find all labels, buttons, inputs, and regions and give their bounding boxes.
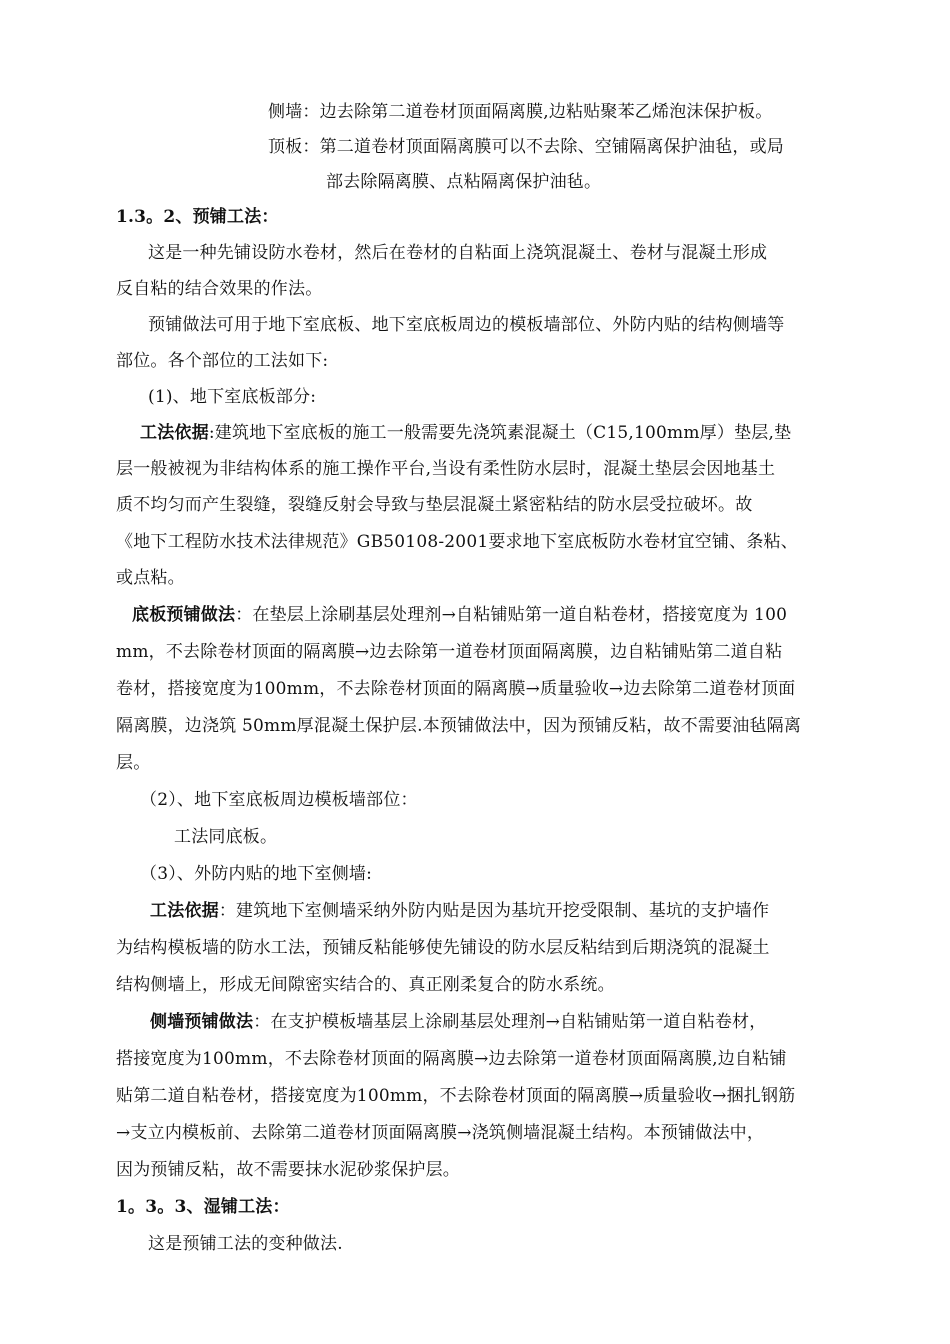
subsection-2: （2）、地下室底板周边模板墙部位： [140, 790, 418, 810]
wall-method-line-2: 搭接宽度为100mm，不去除卷材顶面的隔离膜→边去除第一道卷材顶面隔离膜,边自粘铺 [116, 1049, 787, 1069]
wall-method-label: 侧墙预铺做法 [150, 1012, 254, 1032]
wall-method-line-3: 贴第二道自粘卷材，搭接宽度为100mm，不去除卷材顶面的隔离膜→质量验收→捆扎钢筋 [116, 1086, 796, 1106]
wall-method-line-5: 因为预铺反粘，故不需要抹水泥砂浆保护层。 [116, 1160, 460, 1180]
wall-side-line [268, 101, 772, 123]
roof-label: 顶板： [268, 137, 320, 157]
floor-method-line-2: mm，不去除卷材顶面的隔离膜→边去除第一道卷材顶面隔离膜，边自粘铺贴第二道自粘 [116, 642, 783, 662]
subsection-1: (1)、地下室底板部分: [148, 387, 317, 407]
wall-method-line-1 [150, 1011, 766, 1033]
basis-3-label: 工法依据 [150, 901, 219, 921]
floor-method-text-1: ：在垫层上涂刷基层处理剂→自粘铺贴第一道自粘卷材，搭接宽度为 100 [235, 605, 788, 625]
subsection-2-text: 工法同底板。 [174, 827, 278, 847]
basis-1-line-4: 《地下工程防水技术法律规范》GB50108-2001要求地下室底板防水卷材宜空铺、条粘、 [116, 532, 798, 552]
paragraph-1-line-2: 反自粘的结合效果的作法。 [116, 279, 323, 299]
basis-3-text-1: ：建筑地下室侧墙采纳外防内贴是因为基坑开挖受限制、基坑的支护墙作 [218, 901, 770, 921]
floor-method-line-1 [132, 604, 787, 626]
wall-side-label: 侧墙： [268, 102, 320, 122]
basis-1-line-3: 质不均匀而产生裂缝，裂缝反射会导致与垫层混凝土紧密粘结的防水层受拉破坏。故 [116, 495, 753, 515]
last-paragraph: 这是预铺工法的变种做法. [148, 1234, 343, 1254]
basis-3-line-1 [150, 900, 769, 922]
roof-text-2: 部去除隔离膜、点粘隔离保护油毡。 [326, 172, 602, 192]
section-heading-1-3-2: 1.3。2、预铺工法： [116, 207, 279, 227]
floor-method-label: 底板预铺做法 [132, 605, 236, 625]
floor-method-line-5: 层。 [116, 753, 151, 773]
basis-1-text-1: :建筑地下室底板的施工一般需要先浇筑素混凝土（C15,100mm厚）垫层,垫 [208, 423, 792, 443]
roof-line [268, 136, 784, 158]
paragraph-1-line-1: 这是一种先铺设防水卷材，然后在卷材的自粘面上浇筑混凝土、卷材与混凝土形成 [148, 243, 768, 263]
roof-text-1: 第二道卷材顶面隔离膜可以不去除、空铺隔离保护油毡，或局 [319, 137, 785, 157]
basis-1-line-5: 或点粘。 [116, 568, 185, 588]
wall-method-line-4: →支立内模板前、去除第二道卷材顶面隔离膜→浇筑侧墙混凝土结构。本预铺做法中， [116, 1123, 765, 1143]
wall-side-text: 边去除第二道卷材顶面隔离膜,边粘贴聚苯乙烯泡沫保护板。 [319, 102, 773, 122]
floor-method-line-3: 卷材，搭接宽度为100mm，不去除卷材顶面的隔离膜→质量验收→边去除第二道卷材顶面 [116, 679, 796, 699]
section-heading-1-3-3: 1。3。3、湿铺工法： [116, 1197, 290, 1217]
basis-3-line-2: 为结构模板墙的防水工法，预铺反粘能够使先铺设的防水层反粘结到后期浇筑的混凝土 [116, 938, 770, 958]
subsection-3: （3）、外防内贴的地下室侧墙: [140, 864, 373, 884]
wall-method-text-1: ：在支护模板墙基层上涂刷基层处理剂→自粘铺贴第一道自粘卷材， [253, 1012, 767, 1032]
basis-1-label: 工法依据 [140, 423, 209, 443]
paragraph-2-line-2: 部位。各个部位的工法如下: [116, 351, 329, 371]
floor-method-line-4: 隔离膜，边浇筑 50mm厚混凝土保护层.本预铺做法中，因为预铺反粘，故不需要油毡隔离 [116, 716, 802, 736]
paragraph-2-line-1: 预铺做法可用于地下室底板、地下室底板周边的模板墙部位、外防内贴的结构侧墙等 [148, 315, 785, 335]
basis-1-line-2: 层一般被视为非结构体系的施工操作平台,当设有柔性防水层时，混凝土垫层会因地基土 [116, 459, 776, 479]
basis-3-line-3: 结构侧墙上，形成无间隙密实结合的、真正刚柔复合的防水系统。 [116, 975, 615, 995]
basis-1-line-1 [140, 422, 791, 444]
